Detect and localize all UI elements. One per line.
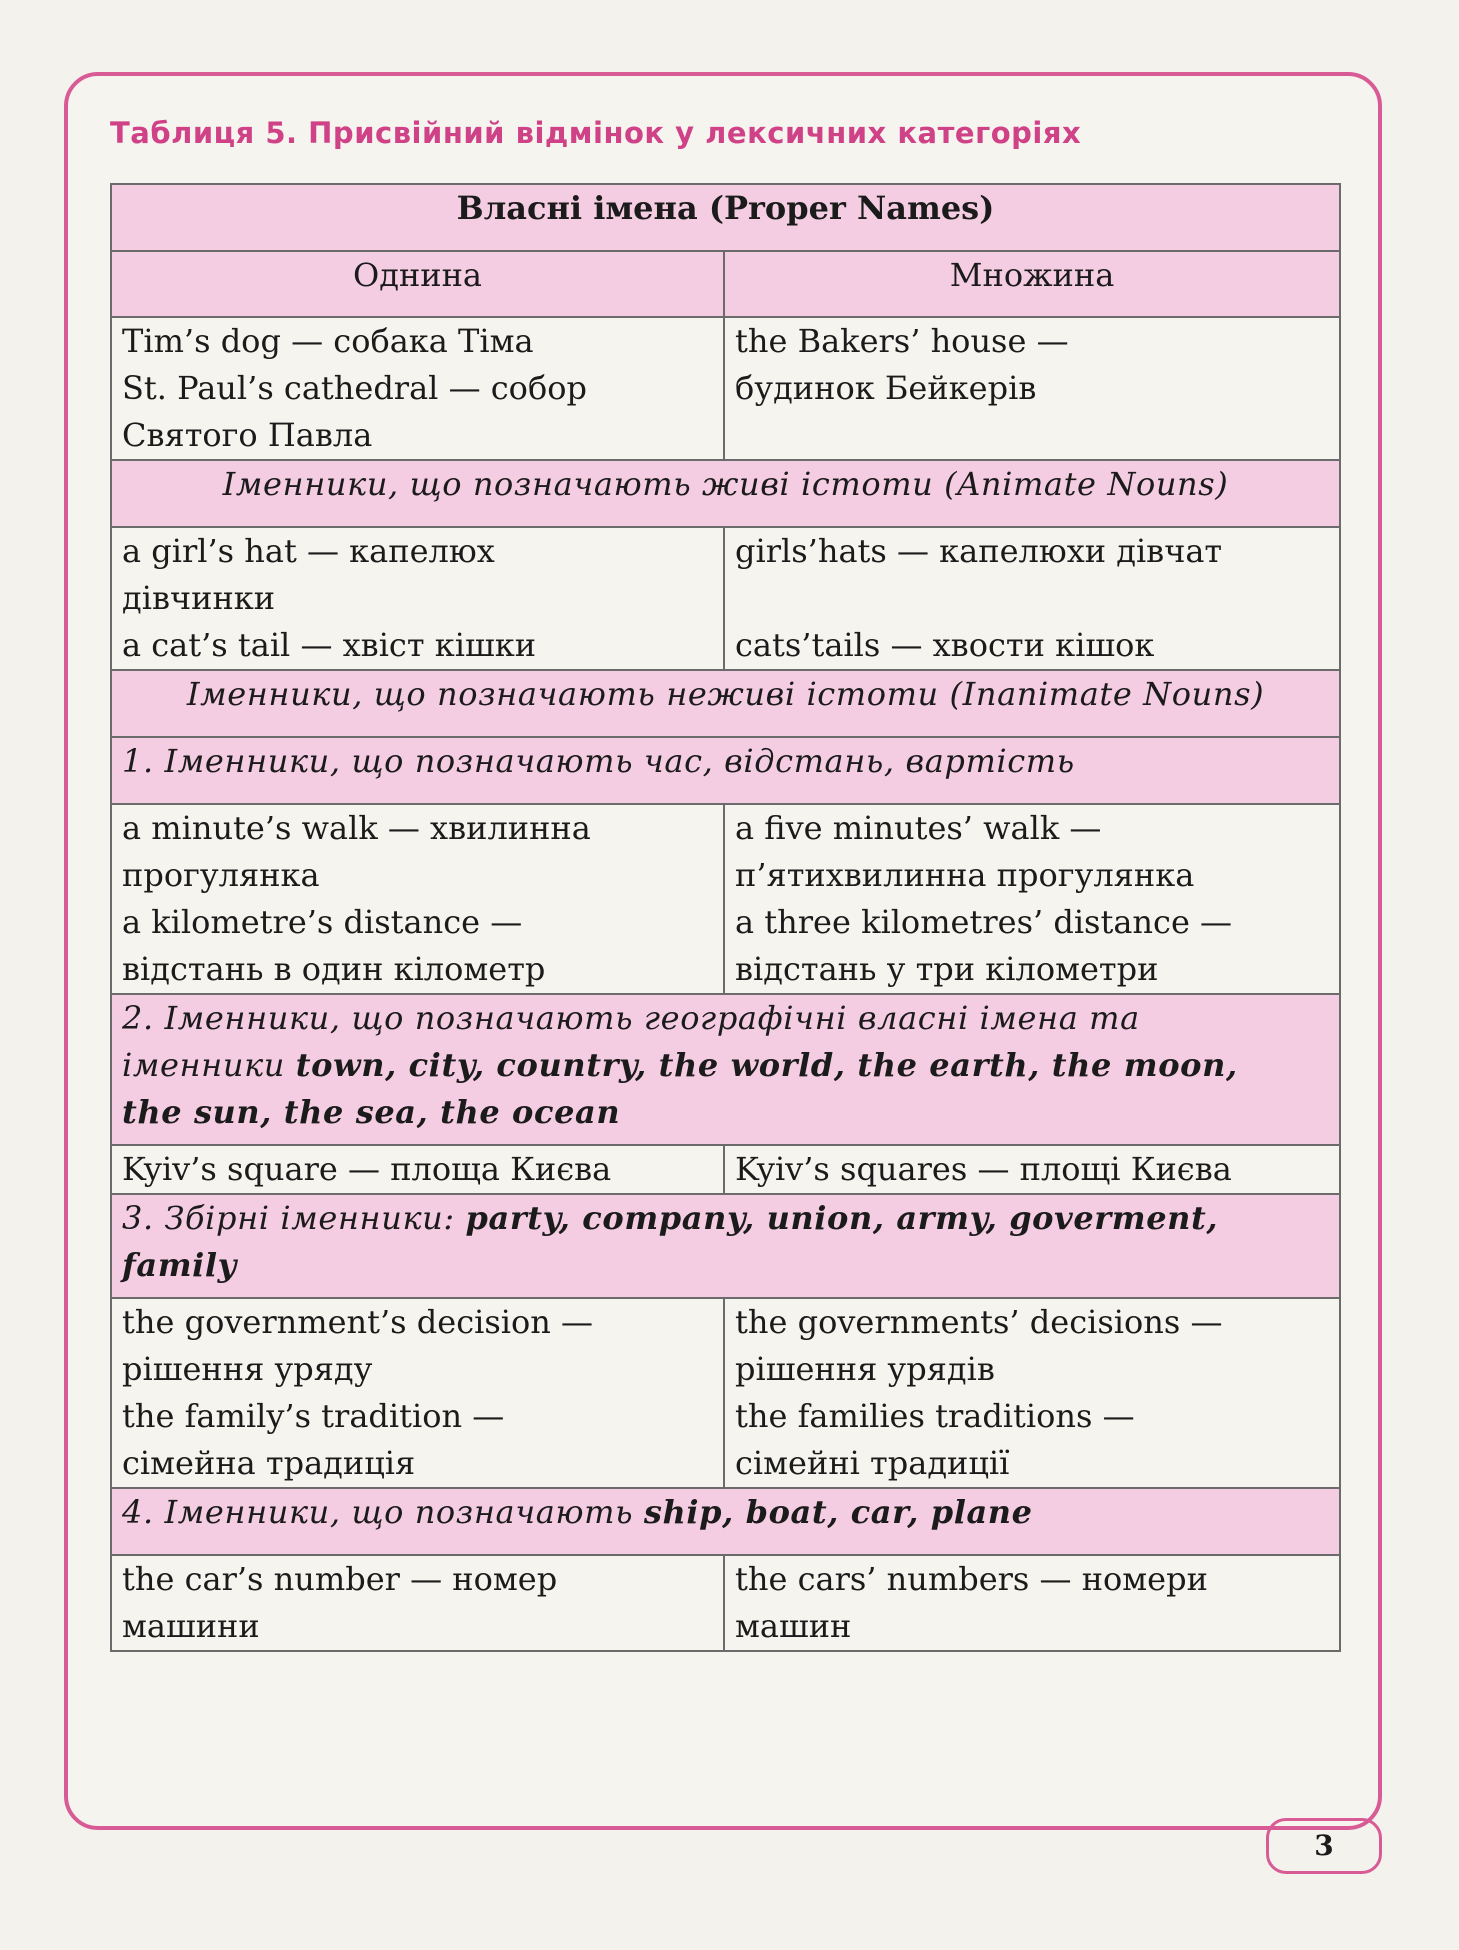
example-line: будинок Бейкерів <box>735 369 1037 407</box>
group2-plural-cell <box>724 1145 1340 1194</box>
group1-header: 1. Іменники, що позначають час, відстань, вартість <box>111 737 1340 804</box>
row-animate-header <box>111 460 1340 527</box>
group3-plural-cell <box>724 1298 1340 1488</box>
group4-header <box>111 1488 1340 1555</box>
page-number: 3 <box>1266 1818 1382 1874</box>
proper-singular-cell <box>111 317 724 460</box>
group3-header-line <box>122 1195 1329 1242</box>
example-line: дівчинки <box>122 579 276 617</box>
example-line: рішення урядів <box>735 1350 995 1388</box>
example-line: відстань у три кілометри <box>735 950 1159 988</box>
example-line: cats’tails — хвости кішок <box>735 626 1155 664</box>
example-line: прогулянка <box>122 856 320 894</box>
row-animate-examples <box>111 527 1340 670</box>
row-group1-header <box>111 737 1340 804</box>
row-inanimate-header <box>111 670 1340 737</box>
example-line: Kyiv’s squares — площі Києва <box>735 1150 1232 1188</box>
group1-plural-cell <box>724 804 1340 994</box>
row-group2-examples <box>111 1145 1340 1194</box>
group3-header <box>111 1194 1340 1298</box>
row-proper-names-examples <box>111 317 1340 460</box>
group3-header-bold: party, company, union, army, goverment, <box>465 1199 1219 1237</box>
animate-singular-cell <box>111 527 724 670</box>
proper-plural-cell <box>724 317 1340 460</box>
example-line <box>735 575 1329 622</box>
group3-header-bold: family <box>122 1246 237 1284</box>
row-group3-header <box>111 1194 1340 1298</box>
example-line: the government’s decision — <box>122 1303 594 1341</box>
group4-header-bold: ship, boat, car, plane <box>643 1493 1033 1531</box>
group3-header-prefix: 3. Збірні іменники: <box>122 1199 455 1237</box>
row-proper-names-header <box>111 184 1340 251</box>
inanimate-header: Іменники, що позначають неживі істоти (Inanimate Nouns) <box>111 670 1340 737</box>
group3-singular-cell <box>111 1298 724 1488</box>
example-line: a five minutes’ walk — <box>735 809 1102 847</box>
example-line: Kyiv’s square — площа Києва <box>122 1150 612 1188</box>
group2-header-bold: town, city, country, the world, the earth, the moon, <box>295 1046 1238 1084</box>
example-line: сімейна традиція <box>122 1444 416 1482</box>
example-line: машин <box>735 1607 852 1645</box>
example-line: a cat’s tail — хвіст кішки <box>122 626 537 664</box>
group4-singular-cell <box>111 1555 724 1651</box>
example-line: the Bakers’ house — <box>735 322 1069 360</box>
example-line: girls’hats — капелюхи дівчат <box>735 532 1223 570</box>
example-line: a minute’s walk — хвилинна <box>122 809 591 847</box>
group2-header-bold: the sun, the sea, the ocean <box>122 1093 621 1131</box>
example-line: відстань в один кілометр <box>122 950 546 988</box>
group2-singular-cell <box>111 1145 724 1194</box>
group4-header-prefix: 4. Іменники, що позначають <box>122 1493 634 1531</box>
example-line: the cars’ numbers — номери <box>735 1560 1208 1598</box>
example-line: сімейні традиції <box>735 1444 1010 1482</box>
row-group2-header <box>111 994 1340 1145</box>
col-singular-header: Однина <box>111 251 724 317</box>
table-title: Таблиця 5. Присвійний відмінок у лексичних категоріях <box>110 116 1082 150</box>
example-line: a girl’s hat — капелюх <box>122 532 495 570</box>
example-line: the governments’ decisions — <box>735 1303 1223 1341</box>
group2-header-line <box>122 1042 1329 1089</box>
example-line: a three kilometres’ distance — <box>735 903 1233 941</box>
example-line: рішення уряду <box>122 1350 373 1388</box>
animate-plural-cell <box>724 527 1340 670</box>
proper-names-header: Власні імена (Proper Names) <box>111 184 1340 251</box>
example-line: Святого Павла <box>122 416 373 454</box>
group3-header-line <box>122 1242 1329 1289</box>
row-column-headers <box>111 251 1340 317</box>
example-line: a kilometre’s distance — <box>122 903 523 941</box>
col-plural-header: Множина <box>724 251 1340 317</box>
example-line: St. Paul’s cathedral — собор <box>122 369 587 407</box>
animate-header: Іменники, що позначають живі істоти (Animate Nouns) <box>111 460 1340 527</box>
group2-header-line: 2. Іменники, що позначають географічні власні імена та <box>122 999 1140 1037</box>
example-line: the car’s number — номер <box>122 1560 558 1598</box>
group1-singular-cell <box>111 804 724 994</box>
row-group3-examples <box>111 1298 1340 1488</box>
group4-plural-cell <box>724 1555 1340 1651</box>
example-line: п’ятихвилинна прогулянка <box>735 856 1195 894</box>
group2-header <box>111 994 1340 1145</box>
example-line: Tim’s dog — собака Тіма <box>122 322 534 360</box>
example-line: the families traditions — <box>735 1397 1135 1435</box>
example-line: машини <box>122 1607 260 1645</box>
group2-header-line <box>122 1089 1329 1136</box>
row-group1-examples <box>111 804 1340 994</box>
row-group4-header <box>111 1488 1340 1555</box>
group2-header-prefix: іменники <box>122 1046 285 1084</box>
possessive-case-table <box>110 183 1341 1652</box>
row-group4-examples <box>111 1555 1340 1651</box>
example-line: the family’s tradition — <box>122 1397 505 1435</box>
